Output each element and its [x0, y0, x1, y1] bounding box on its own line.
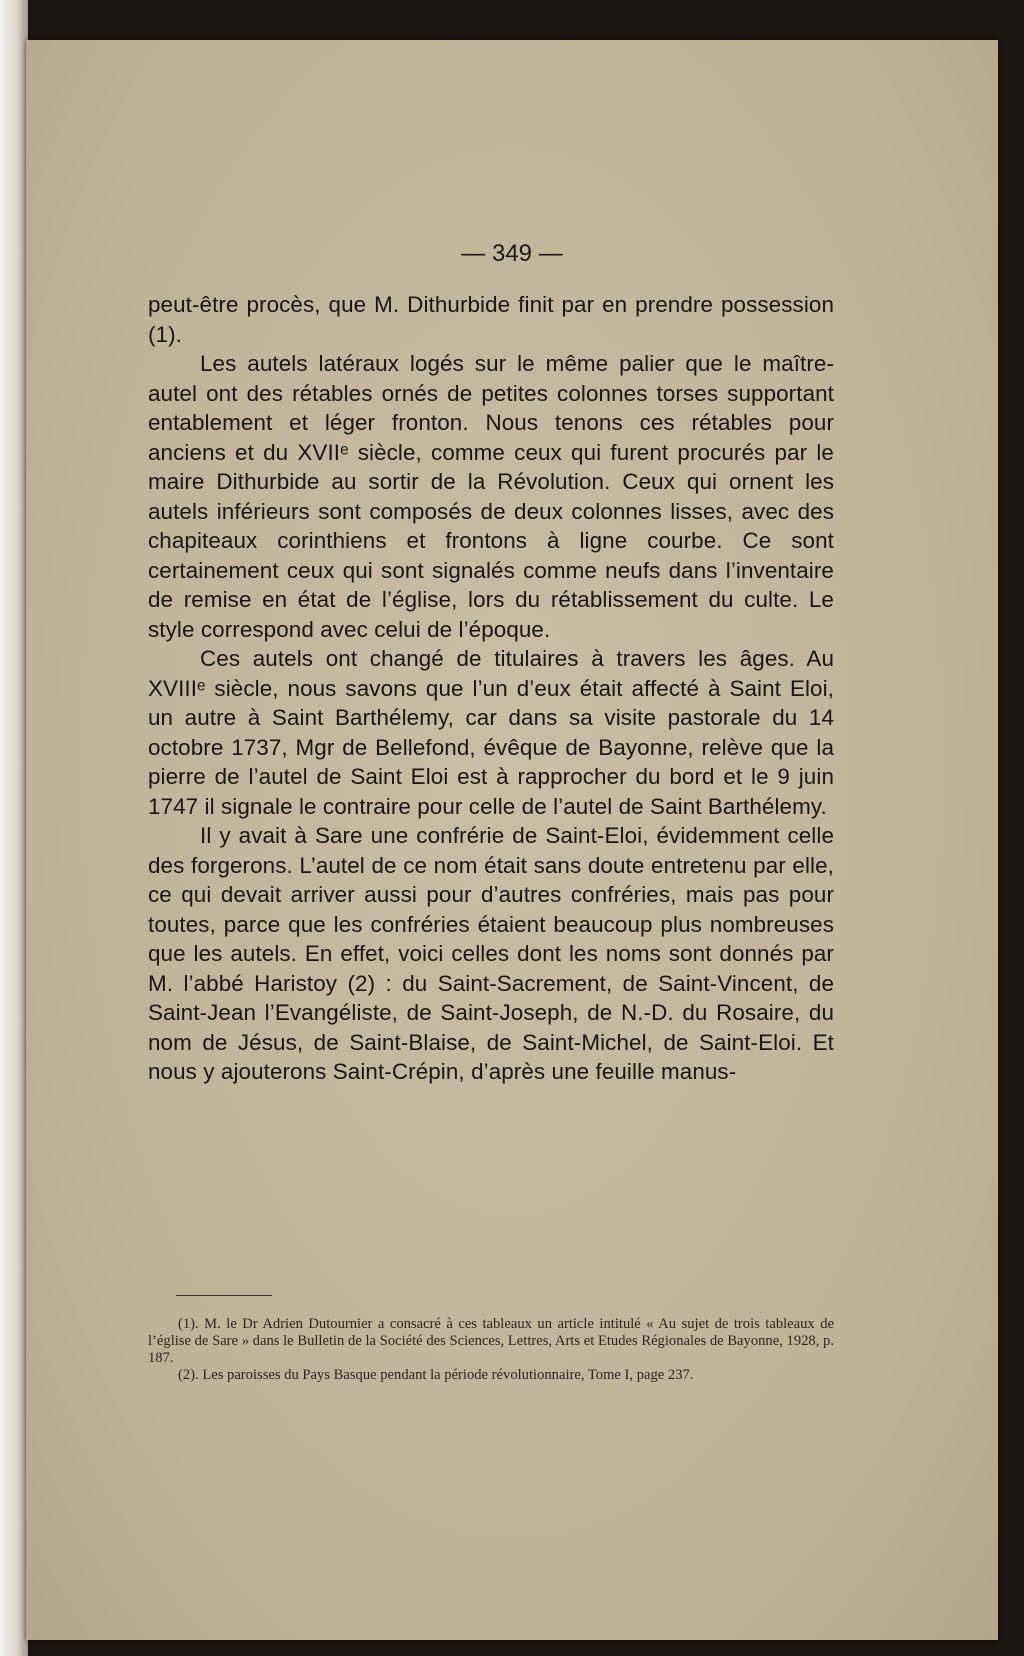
paragraph-3: Ces autels ont changé de titulaires à travers les âges. Au XVIIIᵉ siècle, nous savons que l’un d’eux était affecté à Saint Eloi, un autre à Saint Barthélemy, car dans sa visite pastorale du 14 octobre 1737, Mgr de Bellefond, évêque de Bayonne, relève que la pierre de l’autel de Saint Eloi est à rapprocher du bord et le 9 juin 1747 il signale le contraire pour celle de l’autel de Saint Barthélemy.: [148, 646, 834, 819]
page-number: — 349 —: [461, 240, 563, 267]
body-text: [148, 290, 834, 1087]
footnote-separator: [176, 1295, 272, 1296]
paragraph-2: Les autels latéraux logés sur le même palier que le maître-autel ont des rétables ornés de petites colonnes torses supportant entablement et léger fronton. Nous tenons ces rétables pour anciens et du XVIIᵉ siècle, comme ceux qui furent procurés par le maire Dithurbide au sortir de la Révolution. Ceux qui ornent les autels inférieurs sont composés de deux colonnes lisses, avec des chapiteaux corinthiens et frontons à ligne courbe. Ce sont certainement ceux qui sont signalés comme neufs dans l’inventaire de remise en état de l’église, lors du rétablissement du culte. Le style correspond avec celui de l’époque.: [148, 351, 834, 642]
book-binding-edge: [0, 0, 28, 1656]
footnote-2: (2). Les paroisses du Pays Basque pendant la période révolutionnaire, Tome I, page 237.: [178, 1367, 694, 1383]
footnotes: [148, 1316, 834, 1384]
paragraph-1: peut-être procès, que M. Dithurbide finit par en prendre possession (1).: [148, 292, 834, 347]
paragraph-4: Il y avait à Sare une confrérie de Saint-Eloi, évidemment celle des forgerons. L’autel de ce nom était sans doute entretenu par elle, ce qui devait arriver aussi pour d’autres confréries, mais pas pour toutes, parce que les confréries étaient beaucoup plus nombreuses que les autels. En effet, voici celles dont les noms sont donnés par M. l’abbé Haristoy (2) : du Saint-Sacrement, de Saint-Vincent, de Saint-Jean l’Evangéliste, de Saint-Joseph, de N.-D. du Rosaire, du nom de Jésus, de Saint-Blaise, de Saint-Michel, de Saint-Eloi. Et nous y ajouterons Saint-Crépin, d’après une feuille manus-: [148, 823, 834, 1084]
footnote-1: (1). M. le Dr Adrien Dutournier a consacré à ces tableaux un article intitulé « Au sujet de trois tableaux de l’église de Sare » dans le Bulletin de la Société des Sciences, Lettres, Arts et Etudes Régionales de Bayonne, 1928, p. 187.: [148, 1316, 834, 1366]
book-page: [26, 40, 998, 1640]
